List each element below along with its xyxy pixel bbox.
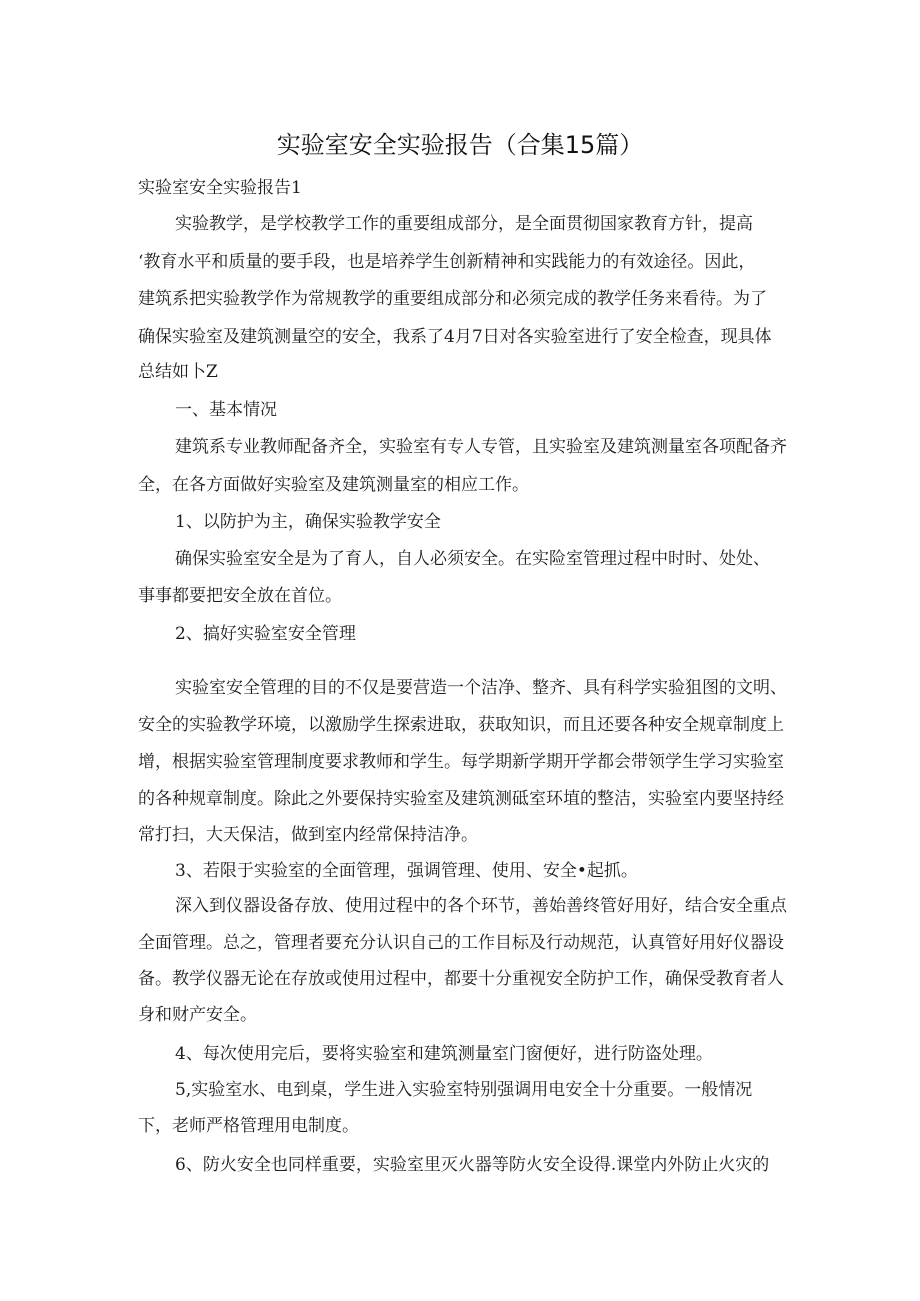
paragraph-line: 5,实验室水、电到桌，学生进入实验室特别强调用电安全十分重要。一般情况 (175, 1080, 753, 1100)
paragraph-line: 全面管理。总之，管理者要充分认识自己的工作目标及行动规范，认真管好用好仪器设 (138, 933, 784, 953)
paragraph-line: 6、防火安全也同样重要，实验室里灭火器等防火安全设得.课堂内外防止火灾的 (175, 1155, 770, 1175)
subheading: 一、基本情况 (175, 400, 277, 420)
paragraph-line: 确保实验室安全是为了育人，自人必须安全。在实险室管理过程中时时、处处、 (175, 549, 770, 569)
paragraph-line: 确保实验室及建筑测量空的安全，我系了4月7日对各实验室进行了安全检查，现具体 (138, 327, 772, 347)
paragraph-line: 安全的实验教学环境，以激励学生探索进取，获取知识，而且还要各种安全规章制度上 (138, 715, 784, 735)
paragraph-line: 事事都要把安全放在首位。 (138, 586, 342, 606)
paragraph-line: 实验室安全管理的目的不仅是要营造一个洁净、整齐、具有科学实验狙图的文明、 (175, 678, 787, 698)
paragraph-line: 建筑系专业教师配备齐全，实验室有专人专管，且实验室及建筑测量室各项配备齐 (175, 437, 787, 457)
paragraph-line: 常打扫，大天保洁，做到室内经常保持洁净。 (138, 825, 478, 845)
paragraph-line: 增，根据实验室管理制度要求教师和学生。每学期新学期开学都会带领学生学习实验室 (138, 752, 784, 772)
paragraph-line: 4、每次使用完后，要将实验室和建筑测量室门窗便好，进行防盗处理。 (175, 1044, 713, 1064)
document-title: 实验室安全实验报告（合集15篇） (276, 131, 644, 159)
section-heading: 实验室安全实验报告1 (138, 178, 302, 198)
paragraph-line: 全，在各方面做好实验室及建筑测量室的相应工作。 (138, 475, 529, 495)
subheading: 3、若限于实验室的全面管理，强调管理、使用、安全•起抓。 (175, 861, 638, 881)
paragraph-line: 建筑系把实验教学作为常规教学的重要组成部分和必须完成的教学任务来看待。为了 (138, 289, 767, 309)
paragraph-line: 备。教学仪器无论在存放或使用过程中，都要十分重视安全防护工作，确保受教育者人 (138, 969, 784, 989)
paragraph-line: 身和财产安全。 (138, 1005, 257, 1025)
paragraph-line: 实验教学，是学校教学工作的重要组成部分，是全面贯彻国家教育方针，提高 (175, 214, 753, 234)
paragraph-line: 下，老师严格管理用电制度。 (138, 1116, 359, 1136)
paragraph-line: 总结如卜Z (138, 362, 218, 382)
paragraph-line: 深入到仪器设备存放、使用过程中的各个环节，善始善终管好用好，结合安全重点 (175, 896, 787, 916)
subheading: 1、以防护为主，确保实验教学安全 (175, 512, 441, 532)
paragraph-line: ‘教育水平和质量的要手段，也是培养学生创新精神和实践能力的有效途径。因此， (138, 252, 756, 272)
subheading: 2、搞好实验室安全管理 (175, 624, 356, 644)
paragraph-line: 的各种规章制度。除此之外要保持实验室及建筑测砥室环埴的整洁，实验室内要坚持经 (138, 789, 784, 809)
